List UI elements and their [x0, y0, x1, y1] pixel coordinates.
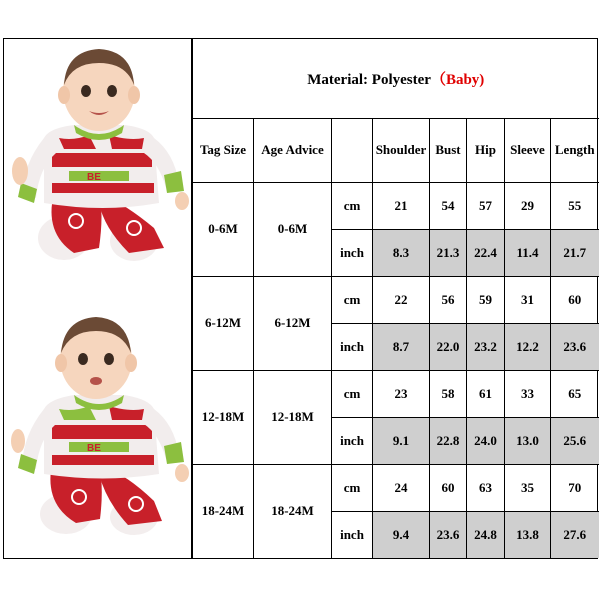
length-cell: 27.6 — [551, 511, 599, 558]
bust-cell: 60 — [430, 464, 467, 511]
header-unit — [332, 118, 373, 182]
unit-cell: cm — [332, 276, 373, 323]
baby-photo-bottom — [4, 309, 192, 539]
bust-cell: 22.8 — [430, 417, 467, 464]
shoulder-cell: 21 — [373, 182, 430, 229]
hip-cell: 59 — [467, 276, 505, 323]
hip-cell: 24.0 — [467, 417, 505, 464]
tag-size-cell: 0-6M — [193, 182, 254, 276]
unit-cell: inch — [332, 323, 373, 370]
tag-size-cell: 18-24M — [193, 464, 254, 558]
unit-cell: inch — [332, 511, 373, 558]
length-cell: 70 — [551, 464, 599, 511]
length-cell: 21.7 — [551, 229, 599, 276]
bust-cell: 21.3 — [430, 229, 467, 276]
shoulder-cell: 9.1 — [373, 417, 430, 464]
baby-label: （Baby) — [430, 71, 485, 88]
header-hip: Hip — [467, 118, 505, 182]
sleeve-cell: 13.0 — [505, 417, 551, 464]
bust-cell: 23.6 — [430, 511, 467, 558]
bust-cell: 22.0 — [430, 323, 467, 370]
hip-cell: 22.4 — [467, 229, 505, 276]
age-advice-cell: 6-12M — [254, 276, 332, 370]
length-cell: 25.6 — [551, 417, 599, 464]
size-table — [192, 39, 599, 559]
header-sleeve: Sleeve — [505, 118, 551, 182]
header-shoulder: Shoulder — [373, 118, 430, 182]
onesie-print-text: BE — [87, 172, 101, 183]
age-advice-cell: 12-18M — [254, 370, 332, 464]
shoulder-cell: 9.4 — [373, 511, 430, 558]
bust-cell: 56 — [430, 276, 467, 323]
sleeve-cell: 12.2 — [505, 323, 551, 370]
baby-photo-top — [4, 43, 192, 273]
length-cell: 55 — [551, 182, 599, 229]
material-label: Material: Polyester — [307, 71, 431, 88]
table-row — [193, 276, 599, 323]
hip-cell: 23.2 — [467, 323, 505, 370]
table-row — [193, 182, 599, 229]
hip-cell: 24.8 — [467, 511, 505, 558]
shoulder-cell: 8.7 — [373, 323, 430, 370]
header-row — [193, 118, 599, 182]
tag-size-cell: 6-12M — [193, 276, 254, 370]
header-bust: Bust — [430, 118, 467, 182]
shoulder-cell: 23 — [373, 370, 430, 417]
unit-cell: cm — [332, 370, 373, 417]
length-cell: 60 — [551, 276, 599, 323]
unit-cell: inch — [332, 229, 373, 276]
age-advice-cell: 0-6M — [254, 182, 332, 276]
bust-cell: 58 — [430, 370, 467, 417]
length-cell: 23.6 — [551, 323, 599, 370]
bust-cell: 54 — [430, 182, 467, 229]
photo-column — [4, 39, 192, 558]
sleeve-cell: 29 — [505, 182, 551, 229]
table-row — [193, 464, 599, 511]
unit-cell: cm — [332, 182, 373, 229]
sleeve-cell: 31 — [505, 276, 551, 323]
length-cell: 65 — [551, 370, 599, 417]
hip-cell: 61 — [467, 370, 505, 417]
sleeve-cell: 35 — [505, 464, 551, 511]
hip-cell: 57 — [467, 182, 505, 229]
size-chart-frame — [3, 38, 598, 559]
shoulder-cell: 8.3 — [373, 229, 430, 276]
header-length: Length — [551, 118, 599, 182]
sleeve-cell: 33 — [505, 370, 551, 417]
table-row — [193, 370, 599, 417]
onesie-print-text: BE — [87, 443, 101, 454]
material-title — [193, 39, 599, 118]
sleeve-cell: 11.4 — [505, 229, 551, 276]
sleeve-cell: 13.8 — [505, 511, 551, 558]
hip-cell: 63 — [467, 464, 505, 511]
shoulder-cell: 24 — [373, 464, 430, 511]
unit-cell: cm — [332, 464, 373, 511]
age-advice-cell: 18-24M — [254, 464, 332, 558]
header-tag-size: Tag Size — [193, 118, 254, 182]
shoulder-cell: 22 — [373, 276, 430, 323]
header-age-advice: Age Advice — [254, 118, 332, 182]
tag-size-cell: 12-18M — [193, 370, 254, 464]
unit-cell: inch — [332, 417, 373, 464]
